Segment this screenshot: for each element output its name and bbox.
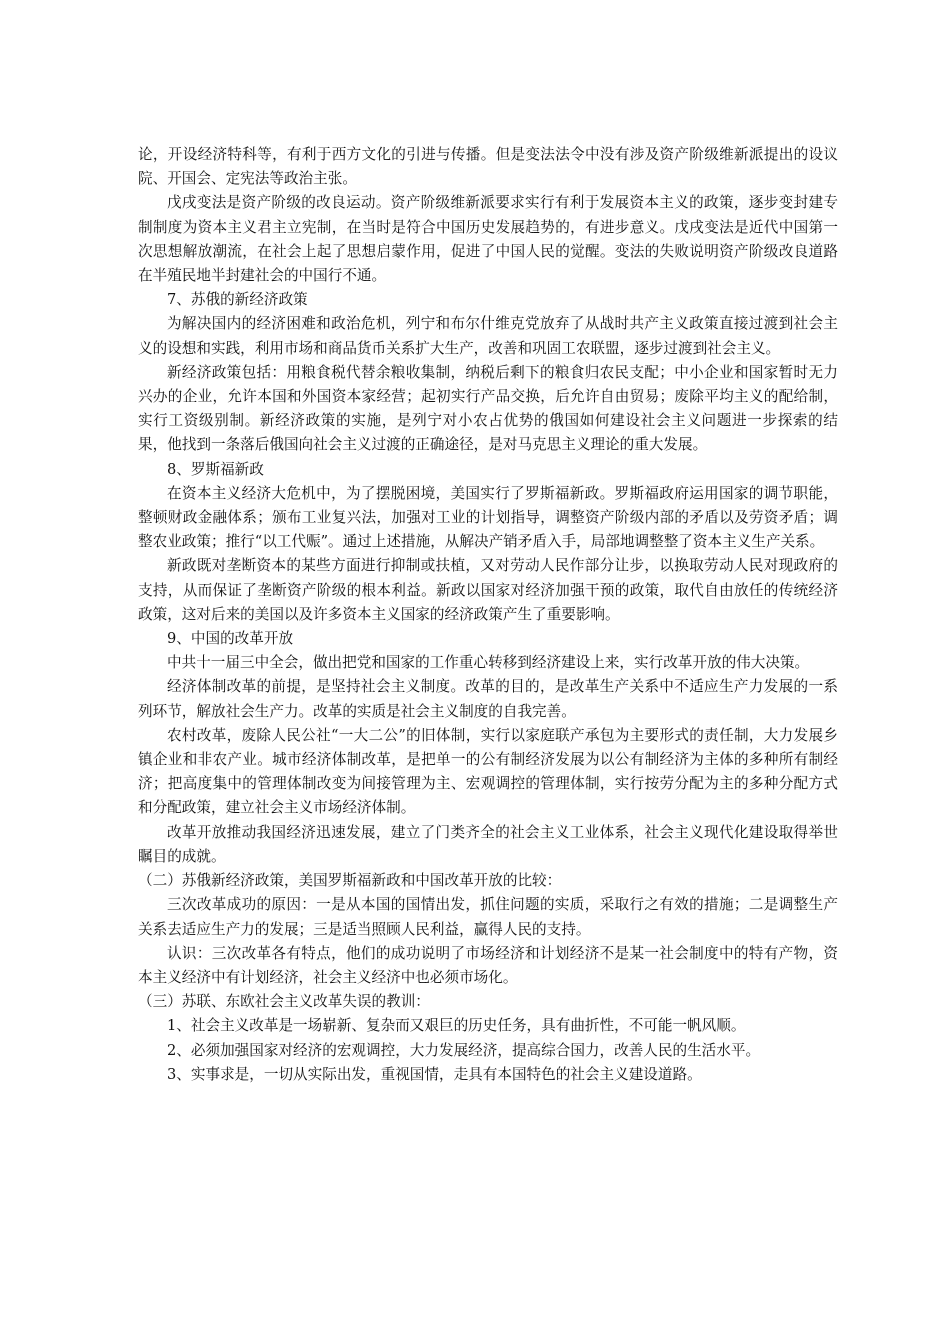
list-item-lesson-2: 2、必须加强国家对经济的宏观调控，大力发展经济，提高综合国力，改善人民的生活水平。	[167, 1041, 761, 1059]
paragraph-reform-premise: 经济体制改革的前提，是坚持社会主义制度。改革的目的，是改革生产关系中不适应生产力发展的一系列环节，解放社会生产力。改革的实质是社会主义制度的自我完善。	[138, 678, 838, 720]
heading-new-deal: 8、罗斯福新政	[167, 460, 264, 478]
paragraph-wuxu-assessment: 戊戌变法是资产阶级的改良运动。资产阶级维新派要求实行有利于发展资本主义的政策，逐步变封建专制制度为资本主义君主立宪制，在当时是符合中国历史发展趋势的，有进步意义。戊戌变法是近代中国第一次思想解放潮流，在社会上起了思想启蒙作用，促进了中国人民的觉醒。变法的失败说明资产阶级改良道路在半殖民地半封建社会的中国行不通。	[138, 194, 838, 285]
list-item-lesson-3: 3、实事求是，一切从实际出发，重视国情，走具有本国特色的社会主义建设道路。	[167, 1065, 702, 1083]
paragraph-nep-background: 为解决国内的经济困难和政治危机，列宁和布尔什维克党放弃了从战时共产主义政策直接过渡到社会主义的设想和实践，利用市场和商品货币关系扩大生产，改善和巩固工农联盟，逐步过渡到社会主义。	[138, 315, 838, 357]
document-page	[138, 143, 838, 1087]
paragraph-new-deal-impact: 新政既对垄断资本的某些方面进行抑制或扶植，又对劳动人民作部分让步，以换取劳动人民对现政府的支持，从而保证了垄断资产阶级的根本利益。新政以国家对经济加强干预的政策，取代自由放任的传统经济政策，这对后来的美国以及许多资本主义国家的经济政策产生了重要影响。	[138, 557, 838, 623]
paragraph-third-plenum: 中共十一届三中全会，做出把党和国家的工作重心转移到经济建设上来，实行改革开放的伟大决策。	[167, 654, 810, 672]
paragraph-nep-content: 新经济政策包括：用粮食税代替余粮收集制，纳税后剩下的粮食归农民支配；中小企业和国家暂时无力兴办的企业，允许本国和外国资本家经营；起初实行产品交换，后允许自由贸易；废除平均主义的配给制，实行工资级别制。新经济政策的实施，是列宁对小农占优势的俄国如何建设社会主义问题进一步探索的结果，他找到一条落后俄国向社会主义过渡的正确途径，是对马克思主义理论的重大发展。	[138, 363, 838, 454]
paragraph-new-deal-measures: 在资本主义经济大危机中，为了摆脱困境，美国实行了罗斯福新政。罗斯福政府运用国家的调节职能，整顿财政金融体系；颁布工业复兴法，加强对工业的计划指导，调整资产阶级内部的矛盾以及劳资矛盾；调整农业政策；推行“以工代赈”。通过上述措施，从解决产销矛盾入手，局部地调整整了资本主义生产关系。	[138, 484, 838, 551]
section-heading-lessons: （三）苏联、东欧社会主义改革失误的教训：	[138, 993, 430, 1011]
paragraph-understanding: 认识：三次改革各有特点，他们的成功说明了市场经济和计划经济不是某一社会制度中的特有产物，资本主义经济中有计划经济，社会主义经济中也必须市场化。	[138, 944, 838, 986]
list-item-lesson-1: 1、社会主义改革是一场崭新、复杂而又艰巨的历史任务，具有曲折性，不可能一帆风顺。	[167, 1017, 746, 1035]
paragraph-rural-urban-reform: 农村改革，废除人民公社“一大二公”的旧体制，实行以家庭联产承包为主要形式的责任制，大力发展乡镇企业和非农产业。城市经济体制改革，是把单一的公有制经济发展为以公有制经济为主体的多种所有制经济；把高度集中的管理体制改变为间接管理为主、宏观调控的管理体制，实行按劳分配为主的多种分配方式和分配政策，建立社会主义市场经济体制。	[138, 726, 838, 817]
paragraph-success-reasons: 三次改革成功的原因：一是从本国的国情出发，抓住问题的实质，采取行之有效的措施；二是调整生产关系去适应生产力的发展；三是适当照顾人民利益，赢得人民的支持。	[138, 896, 838, 938]
section-heading-comparison: （二）苏俄新经济政策，美国罗斯福新政和中国改革开放的比较：	[138, 872, 562, 890]
heading-soviet-nep: 7、苏俄的新经济政策	[167, 291, 308, 309]
paragraph-continuation: 论，开设经济特科等，有利于西方文化的引进与传播。但是变法法令中没有涉及资产阶级维新派提出的设议院、开国会、定宪法等政治主张。	[138, 146, 838, 188]
heading-china-reform: 9、中国的改革开放	[167, 630, 294, 648]
paragraph-reform-achievements: 改革开放推动我国经济迅速发展，建立了门类齐全的社会主义工业体系，社会主义现代化建设取得举世瞩目的成就。	[138, 823, 838, 865]
